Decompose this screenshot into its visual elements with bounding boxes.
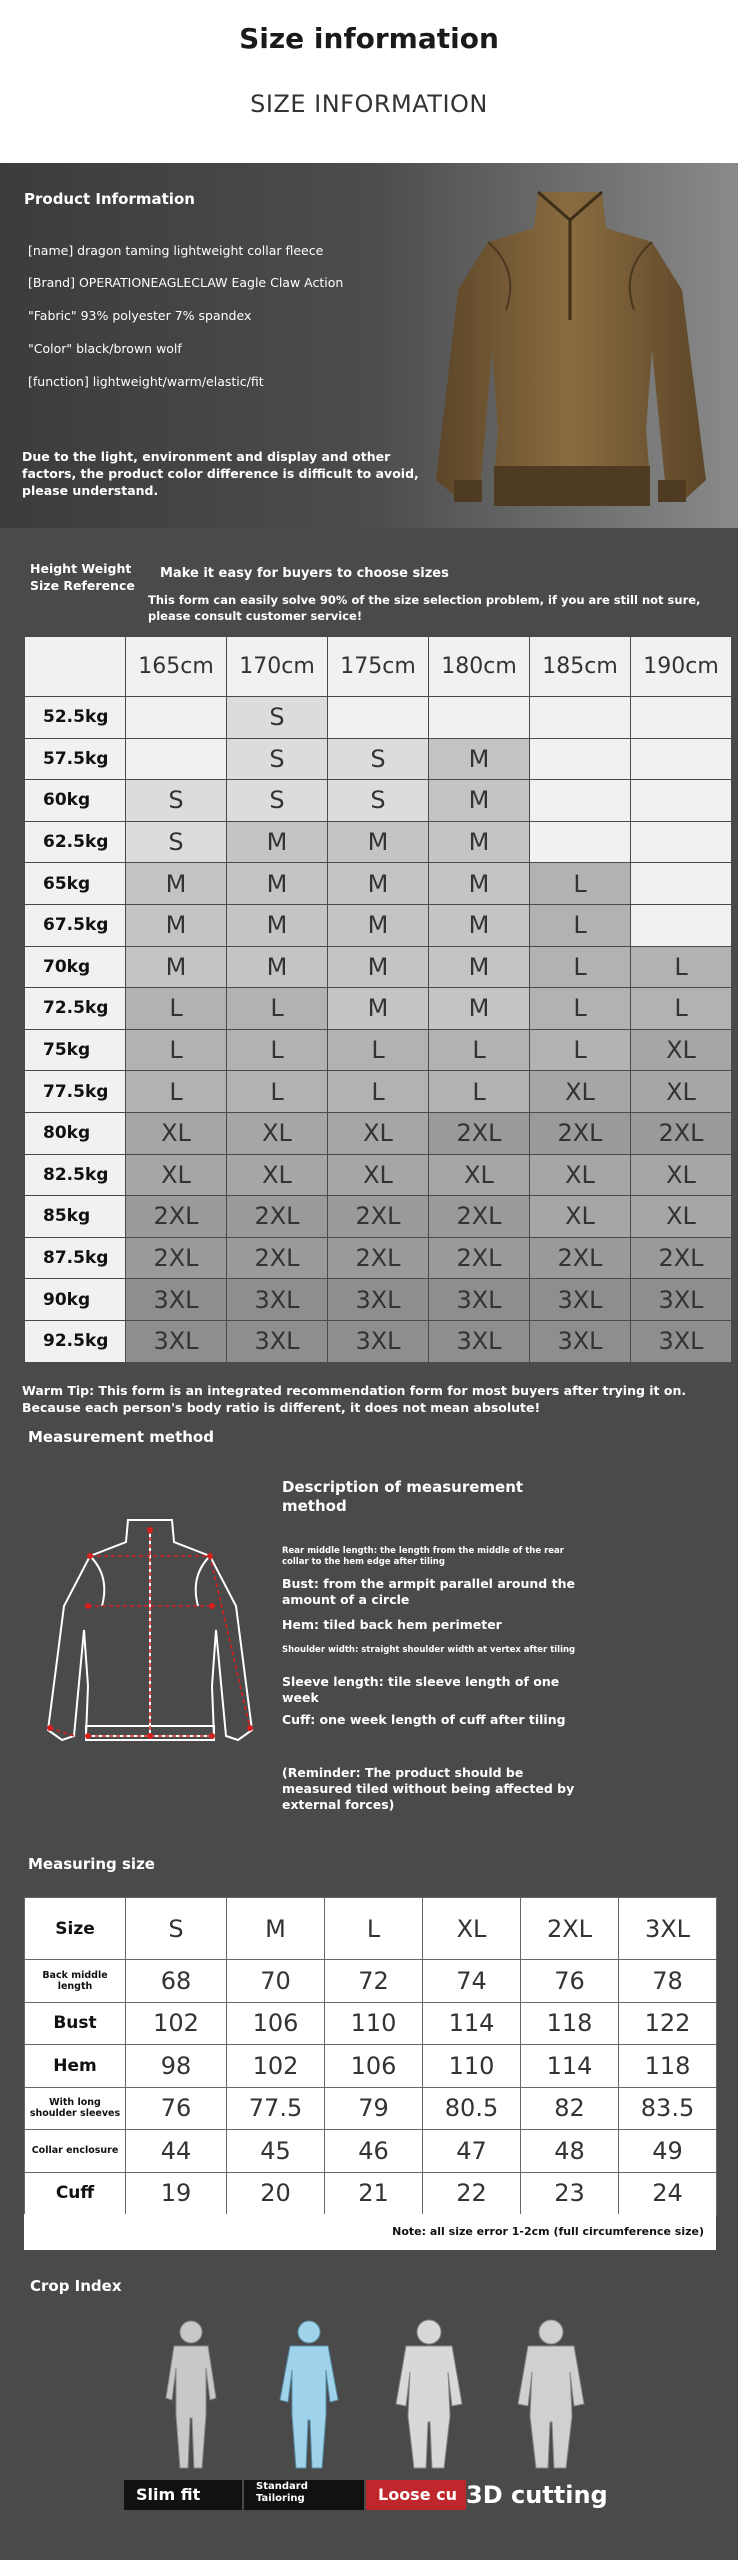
weight-cell: 72.5kg <box>25 988 126 1030</box>
size-reference-row <box>25 697 732 739</box>
standard-tailoring-figure <box>264 2318 354 2478</box>
size-corner-label: Size <box>25 1898 126 1960</box>
size-reference-table <box>24 636 732 1363</box>
size-cell: 2XL <box>530 1112 631 1154</box>
size-cell: M <box>328 988 429 1030</box>
size-cell: M <box>227 863 328 905</box>
loose-cut-label: Loose cu <box>378 2485 457 2504</box>
size-cell: L <box>126 1029 227 1071</box>
size-cell: L <box>530 946 631 988</box>
height-header-cell: 170cm <box>227 637 328 697</box>
size-reference-row <box>25 1154 732 1196</box>
size-cell: L <box>227 988 328 1030</box>
size-cell: M <box>227 946 328 988</box>
weight-cell: 57.5kg <box>25 738 126 780</box>
size-cell: S <box>126 780 227 822</box>
size-reference-label: Height Weight Size Reference <box>30 561 135 593</box>
measurement-value: 83.5 <box>619 2087 717 2130</box>
measurement-value: 114 <box>423 2002 521 2045</box>
measurement-value: 49 <box>619 2130 717 2173</box>
measurement-value: 106 <box>325 2045 423 2088</box>
measurement-value: 20 <box>227 2172 325 2215</box>
size-cell: M <box>429 946 530 988</box>
product-jacket-image <box>420 180 720 515</box>
size-cell: 3XL <box>429 1279 530 1321</box>
size-cell: M <box>429 780 530 822</box>
color-difference-note: Due to the light, environment and display and other factors, the product color difference is difficult to avoid, please understand. <box>22 449 419 498</box>
measurement-row <box>25 2087 717 2130</box>
bust-desc: Bust: from the armpit parallel around the amount of a circle <box>282 1576 575 1607</box>
size-cell <box>530 697 631 739</box>
size-cell: L <box>328 1029 429 1071</box>
size-cell: 2XL <box>631 1112 732 1154</box>
size-reference-row <box>25 904 732 946</box>
measurement-value: 76 <box>521 1960 619 2003</box>
measurement-note-bar <box>24 2214 716 2250</box>
size-cell: M <box>429 904 530 946</box>
size-cell: S <box>328 780 429 822</box>
weight-cell: 67.5kg <box>25 904 126 946</box>
size-reference-row <box>25 946 732 988</box>
size-cell: M <box>227 904 328 946</box>
measurement-row <box>25 2002 717 2045</box>
measurement-label: Hem <box>25 2045 126 2088</box>
weight-cell: 52.5kg <box>25 697 126 739</box>
size-cell: L <box>631 988 732 1030</box>
measurement-value: 76 <box>126 2087 227 2130</box>
product-color-line: "Color" black/brown wolf <box>28 341 182 356</box>
weight-cell: 82.5kg <box>25 1154 126 1196</box>
size-cell: XL <box>429 1154 530 1196</box>
measurement-label: Bust <box>25 2002 126 2045</box>
size-reference-description: This form can easily solve 90% of the size selection problem, if you are still not sure, please consult customer service! <box>148 593 701 623</box>
size-cell: L <box>227 1029 328 1071</box>
size-cell: 2XL <box>126 1237 227 1279</box>
weight-cell: 60kg <box>25 780 126 822</box>
table-corner-cell <box>25 637 126 697</box>
size-cell: M <box>429 738 530 780</box>
size-cell: 3XL <box>227 1320 328 1362</box>
hem-desc: Hem: tiled back hem perimeter <box>282 1617 502 1632</box>
size-cell: 3XL <box>328 1320 429 1362</box>
description-title: Description of measurement method <box>282 1478 524 1515</box>
size-cell: 3XL <box>126 1320 227 1362</box>
size-cell: S <box>227 738 328 780</box>
size-cell: 3XL <box>227 1279 328 1321</box>
weight-cell: 85kg <box>25 1196 126 1238</box>
product-name-line: [name] dragon taming lightweight collar fleece <box>28 243 324 258</box>
size-cell: 2XL <box>126 1196 227 1238</box>
size-cell <box>631 904 732 946</box>
size-cell <box>530 738 631 780</box>
measurement-value: 48 <box>521 2130 619 2173</box>
size-cell: M <box>429 863 530 905</box>
height-header-cell: 165cm <box>126 637 227 697</box>
weight-cell: 87.5kg <box>25 1237 126 1279</box>
size-reference-row <box>25 988 732 1030</box>
measurement-value: 19 <box>126 2172 227 2215</box>
jacket-measurement-diagram <box>40 1510 260 1760</box>
size-cell: XL <box>631 1196 732 1238</box>
measurement-value: 44 <box>126 2130 227 2173</box>
measurement-note: Note: all size error 1-2cm (full circumference size) <box>392 2225 704 2238</box>
weight-cell: 62.5kg <box>25 821 126 863</box>
crop-index-title: Crop Index <box>30 2277 122 2295</box>
weight-cell: 90kg <box>25 1279 126 1321</box>
measurement-value: 80.5 <box>423 2087 521 2130</box>
measuring-size-title: Measuring size <box>28 1855 155 1873</box>
standard-tailoring-label: Standard Tailoring <box>256 2481 308 2504</box>
weight-cell: 65kg <box>25 863 126 905</box>
slim-fit-figure <box>146 2318 236 2478</box>
size-cell: L <box>126 988 227 1030</box>
measurement-value: 24 <box>619 2172 717 2215</box>
product-function-line: [function] lightweight/warm/elastic/fit <box>28 374 264 389</box>
measurement-value: 68 <box>126 1960 227 2003</box>
size-cell: M <box>126 946 227 988</box>
size-cell: 2XL <box>429 1112 530 1154</box>
size-cell: 2XL <box>227 1196 328 1238</box>
sleeve-length-desc: Sleeve length: tile sleeve length of one week <box>282 1674 560 1705</box>
measurement-label: Back middle length <box>25 1960 126 2003</box>
measurement-value: 122 <box>619 2002 717 2045</box>
size-cell: L <box>126 1071 227 1113</box>
size-reference-row <box>25 1029 732 1071</box>
page-title: Size information <box>239 22 499 55</box>
measurement-row <box>25 2045 717 2088</box>
size-cell: 3XL <box>631 1320 732 1362</box>
measurement-value: 79 <box>325 2087 423 2130</box>
size-cell: L <box>530 988 631 1030</box>
size-reference-row <box>25 1237 732 1279</box>
size-cell: 2XL <box>429 1196 530 1238</box>
size-reference-row <box>25 1071 732 1113</box>
measurement-reminder: (Reminder: The product should be measured tiled without being affected by external forces) <box>282 1765 575 1812</box>
measurement-value: 110 <box>423 2045 521 2088</box>
size-cell: XL <box>126 1112 227 1154</box>
size-cell: XL <box>530 1196 631 1238</box>
size-cell: XL <box>126 1154 227 1196</box>
page-subtitle: SIZE INFORMATION <box>250 90 488 118</box>
measurement-value: 106 <box>227 2002 325 2045</box>
size-cell: 3XL <box>126 1279 227 1321</box>
3d-cutting-label: 3D cutting <box>466 2481 608 2509</box>
size-cell: 2XL <box>328 1237 429 1279</box>
size-cell: XL <box>631 1071 732 1113</box>
measurement-value: 110 <box>325 2002 423 2045</box>
size-reference-heading: Make it easy for buyers to choose sizes <box>160 566 449 581</box>
size-cell <box>530 780 631 822</box>
size-cell <box>631 697 732 739</box>
size-cell <box>631 821 732 863</box>
weight-cell: 92.5kg <box>25 1320 126 1362</box>
measuring-size-table <box>24 1897 717 2215</box>
size-header-cell: 3XL <box>619 1898 717 1960</box>
size-cell <box>631 780 732 822</box>
size-cell: 3XL <box>328 1279 429 1321</box>
size-cell: L <box>429 1071 530 1113</box>
size-cell: L <box>429 1029 530 1071</box>
measurement-value: 78 <box>619 1960 717 2003</box>
loose-cut-figure <box>384 2318 474 2478</box>
cuff-desc: Cuff: one week length of cuff after tiling <box>282 1712 566 1727</box>
size-reference-row <box>25 1320 732 1362</box>
size-cell: S <box>227 697 328 739</box>
size-reference-row <box>25 821 732 863</box>
size-cell: 3XL <box>530 1320 631 1362</box>
measurement-label: Collar enclosure <box>25 2130 126 2173</box>
measurement-value: 21 <box>325 2172 423 2215</box>
measurement-row <box>25 1960 717 2003</box>
size-reference-row <box>25 738 732 780</box>
size-cell: 3XL <box>530 1279 631 1321</box>
weight-cell: 77.5kg <box>25 1071 126 1113</box>
measurement-value: 102 <box>227 2045 325 2088</box>
size-cell: L <box>530 1029 631 1071</box>
slim-fit-label: Slim fit <box>136 2485 201 2504</box>
size-cell <box>530 821 631 863</box>
size-cell: L <box>227 1071 328 1113</box>
rear-middle-length-desc: Rear middle length: the length from the middle of the rear collar to the hem edge after tiling <box>282 1546 564 1567</box>
size-cell <box>328 697 429 739</box>
size-cell: S <box>227 780 328 822</box>
size-cell: M <box>328 946 429 988</box>
measurement-value: 102 <box>126 2002 227 2045</box>
measurement-value: 72 <box>325 1960 423 2003</box>
size-cell: 2XL <box>429 1237 530 1279</box>
size-cell: S <box>126 821 227 863</box>
size-reference-row <box>25 1196 732 1238</box>
measurement-value: 74 <box>423 1960 521 2003</box>
height-header-cell: 190cm <box>631 637 732 697</box>
size-cell: L <box>328 1071 429 1113</box>
size-cell: M <box>328 821 429 863</box>
product-info-title: Product Information <box>24 190 195 208</box>
size-cell: M <box>429 988 530 1030</box>
size-cell: 3XL <box>429 1320 530 1362</box>
measurement-value: 22 <box>423 2172 521 2215</box>
measurement-value: 47 <box>423 2130 521 2173</box>
shoulder-width-desc: Shoulder width: straight shoulder width at vertex after tiling <box>282 1645 576 1655</box>
size-cell: XL <box>530 1154 631 1196</box>
size-header-cell: XL <box>423 1898 521 1960</box>
weight-cell: 75kg <box>25 1029 126 1071</box>
measurement-value: 114 <box>521 2045 619 2088</box>
size-cell: XL <box>631 1029 732 1071</box>
size-cell: M <box>328 904 429 946</box>
measurement-value: 98 <box>126 2045 227 2088</box>
size-reference-row <box>25 1279 732 1321</box>
measurement-row <box>25 2130 717 2173</box>
measurement-method-title: Measurement method <box>28 1428 214 1446</box>
measurement-label: Cuff <box>25 2172 126 2215</box>
measurement-value: 23 <box>521 2172 619 2215</box>
3d-cutting-figure <box>506 2318 596 2478</box>
size-cell: XL <box>530 1071 631 1113</box>
size-cell: M <box>328 863 429 905</box>
size-header-cell: L <box>325 1898 423 1960</box>
size-cell: 3XL <box>631 1279 732 1321</box>
measurement-value: 77.5 <box>227 2087 325 2130</box>
size-cell: XL <box>227 1154 328 1196</box>
weight-cell: 80kg <box>25 1112 126 1154</box>
size-cell: 2XL <box>530 1237 631 1279</box>
warm-tip: Warm Tip: This form is an integrated recommendation form for most buyers after trying it on. Because each person's body ratio is different, it does not mean absolute! <box>22 1383 687 1415</box>
measurement-value: 46 <box>325 2130 423 2173</box>
size-cell: XL <box>227 1112 328 1154</box>
size-reference-row <box>25 780 732 822</box>
size-cell <box>126 697 227 739</box>
size-cell: L <box>530 863 631 905</box>
size-header-cell: M <box>227 1898 325 1960</box>
height-header-cell: 180cm <box>429 637 530 697</box>
size-reference-row <box>25 1112 732 1154</box>
size-reference-row <box>25 863 732 905</box>
size-cell <box>631 738 732 780</box>
size-cell: M <box>126 904 227 946</box>
product-fabric-line: "Fabric" 93% polyester 7% spandex <box>28 308 252 323</box>
size-cell: XL <box>631 1154 732 1196</box>
measurement-value: 45 <box>227 2130 325 2173</box>
measurement-row <box>25 2172 717 2215</box>
size-cell: 2XL <box>328 1196 429 1238</box>
size-cell: L <box>631 946 732 988</box>
height-header-cell: 175cm <box>328 637 429 697</box>
size-cell: M <box>126 863 227 905</box>
measurement-value: 118 <box>521 2002 619 2045</box>
measurement-value: 70 <box>227 1960 325 2003</box>
size-cell: M <box>429 821 530 863</box>
height-header-cell: 185cm <box>530 637 631 697</box>
header <box>0 0 738 163</box>
measurement-label: With long shoulder sleeves <box>25 2087 126 2130</box>
size-cell <box>126 738 227 780</box>
measurement-value: 82 <box>521 2087 619 2130</box>
measurement-value: 118 <box>619 2045 717 2088</box>
size-cell <box>631 863 732 905</box>
size-cell: S <box>328 738 429 780</box>
size-cell: XL <box>328 1112 429 1154</box>
size-cell: 2XL <box>227 1237 328 1279</box>
size-header-cell: S <box>126 1898 227 1960</box>
product-brand-line: [Brand] OPERATIONEAGLECLAW Eagle Claw Action <box>28 275 344 290</box>
size-cell: L <box>530 904 631 946</box>
size-cell: 2XL <box>631 1237 732 1279</box>
size-cell: XL <box>328 1154 429 1196</box>
weight-cell: 70kg <box>25 946 126 988</box>
size-header-cell: 2XL <box>521 1898 619 1960</box>
size-cell <box>429 697 530 739</box>
size-cell: M <box>227 821 328 863</box>
